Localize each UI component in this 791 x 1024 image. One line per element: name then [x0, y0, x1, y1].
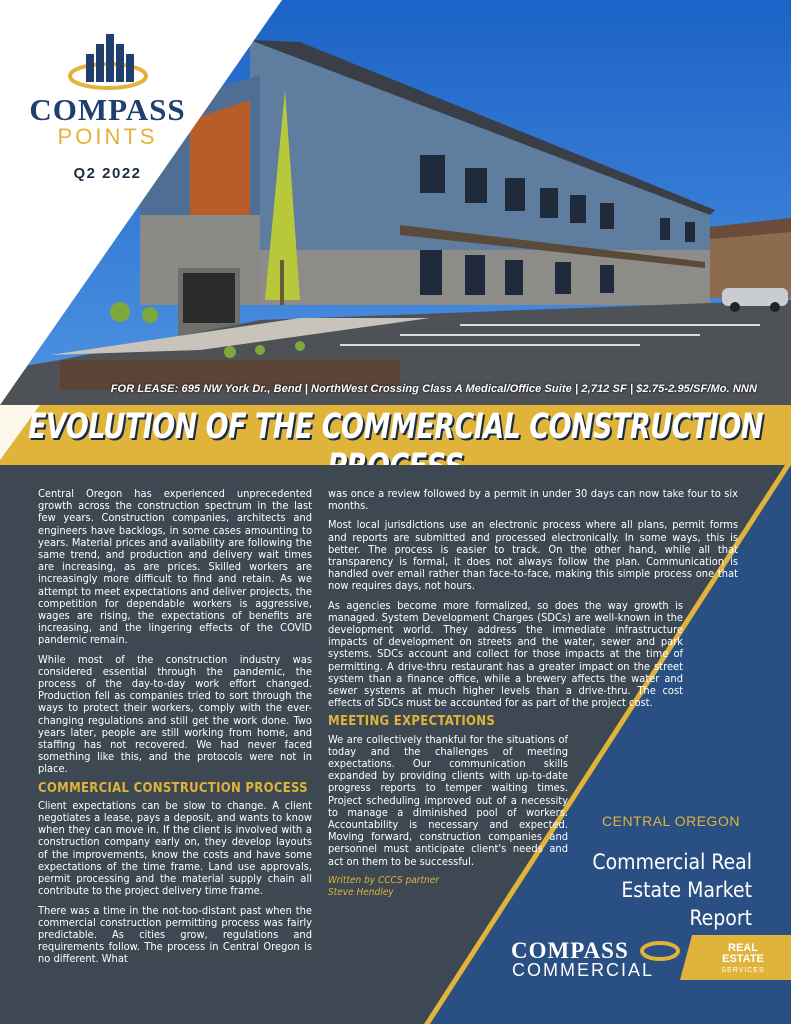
- badge-line: REAL: [728, 942, 758, 954]
- region-label: CENTRAL OREGON: [602, 813, 740, 829]
- photo-caption: FOR LEASE: 695 NW York Dr., Bend | NorthWest Crossing Class A Medical/Office Suite | 2,712 SF | $2.75-2.95/SF/Mo. NNN: [110, 383, 757, 395]
- article-column-1: [38, 488, 312, 973]
- logo-panel: [0, 0, 300, 405]
- paragraph: As agencies become more formalized, so does the way growth is managed. System Development Charges (SDCs) are well-known in the development world. They address the immediate infrastructure impacts of development on streets and the water, sewer and park systems. SDCs account and collect for those impacts at the time of permitting. A drive-thru restaurant has a greater impact on the street system than a finance office, while a brewery affects the water and sewer systems at much higher levels than a drive-thru. The cost effects of SDCs must be accounted for as part of the project cost.: [328, 598, 683, 710]
- quarter-label: Q2 2022: [73, 165, 142, 182]
- compass-logo-icon: [68, 30, 148, 92]
- badge-line: SERVICES: [721, 967, 765, 974]
- report-title-line: Commercial Real: [592, 850, 752, 874]
- page-title: EVOLUTION OF THE COMMERCIAL CONSTRUCTION: [28, 406, 763, 447]
- paragraph: While most of the construction industry was considered essential through the pandemic, the process of the day-to-day work effort changed. Production fell as companies tried to sort through the ways to protect their workers, comply with the ever-changing regulations and still get the work done. Two years later, people are still working from home, and staffing has not recovered. We had never faced something like this, and the protocols were not in place.: [38, 652, 312, 776]
- byline-line: Written by CCCS partner: [328, 874, 439, 886]
- section-heading: MEETING EXPECTATIONS: [328, 714, 496, 730]
- paragraph: Central Oregon has experienced unprecedented growth across the construction spectrum in the last few years. Construction companies, architects and engineers have backlogs, in some cases amounting to years. Material prices and availability are following the same trend, and production and delivery wait times are increasing, as are prices. Skilled workers are increasingly more difficult to find and retain. As we attempt to meet expectations and deliver projects, the competition for dependable workers is aggressive, wages are rising, the expectations of benefits are increasing, and the lingering effects of the COVID pandemic remain.: [38, 487, 312, 647]
- paragraph: was once a review followed by a permit in under 30 days can now take four to six months.: [328, 487, 738, 513]
- paragraph: Client expectations can be slow to change. A client negotiates a lease, pays a deposit, and wants to know when they can move in. If the client is involved with a construction company early on, they develop layouts of the improvements, know the costs and have some expectations of the time frame. Land use approvals, permit processing and the material supply chain all contribute to the project delivery time frame.: [38, 798, 312, 898]
- footer-brand-subname: COMMERCIAL: [512, 960, 655, 980]
- section-heading: COMMERCIAL CONSTRUCTION PROCESS: [38, 780, 308, 796]
- compass-swoosh-icon: [640, 940, 680, 962]
- paragraph: There was a time in the not-too-distant past when the commercial construction permitting process was fairly predictable. As cities grow, regulations and requirements follow. The process in Central Oregon is no different. What: [38, 903, 312, 966]
- report-title-line: Estate Market Report: [621, 878, 752, 930]
- byline-author: Steve Hendley: [328, 886, 394, 898]
- article-column-2: [328, 488, 738, 899]
- brand-subname: POINTS: [57, 124, 158, 149]
- badge-text: [700, 943, 786, 976]
- paragraph: Most local jurisdictions use an electronic process where all plans, permit forms and reports are submitted and processed electronically. In some ways, this is better. The process is easier to track. On the other hand, while all that transparency is formal, it does not always follow the plan. Communication is handled over email rather than face-to-face, making this simple process one that now requires days, not hours.: [328, 518, 738, 593]
- paragraph: We are collectively thankful for the situations of today and the challenges of meeting expectations. Our communication skills expanded by providing clients with up-to-date progress reports to temper waiting times. Project scheduling improved out of a necessity to manage a diminished pool of workers. Accountability is necessary and expected. Moving forward, construction companies and personnel must anticipate client's needs and act on them to be successful.: [328, 732, 568, 868]
- report-title: [560, 848, 752, 932]
- footer-brand-name: COMPASS: [511, 938, 629, 963]
- badge-line: ESTATE: [722, 953, 764, 965]
- brand-name: COMPASS: [29, 92, 186, 127]
